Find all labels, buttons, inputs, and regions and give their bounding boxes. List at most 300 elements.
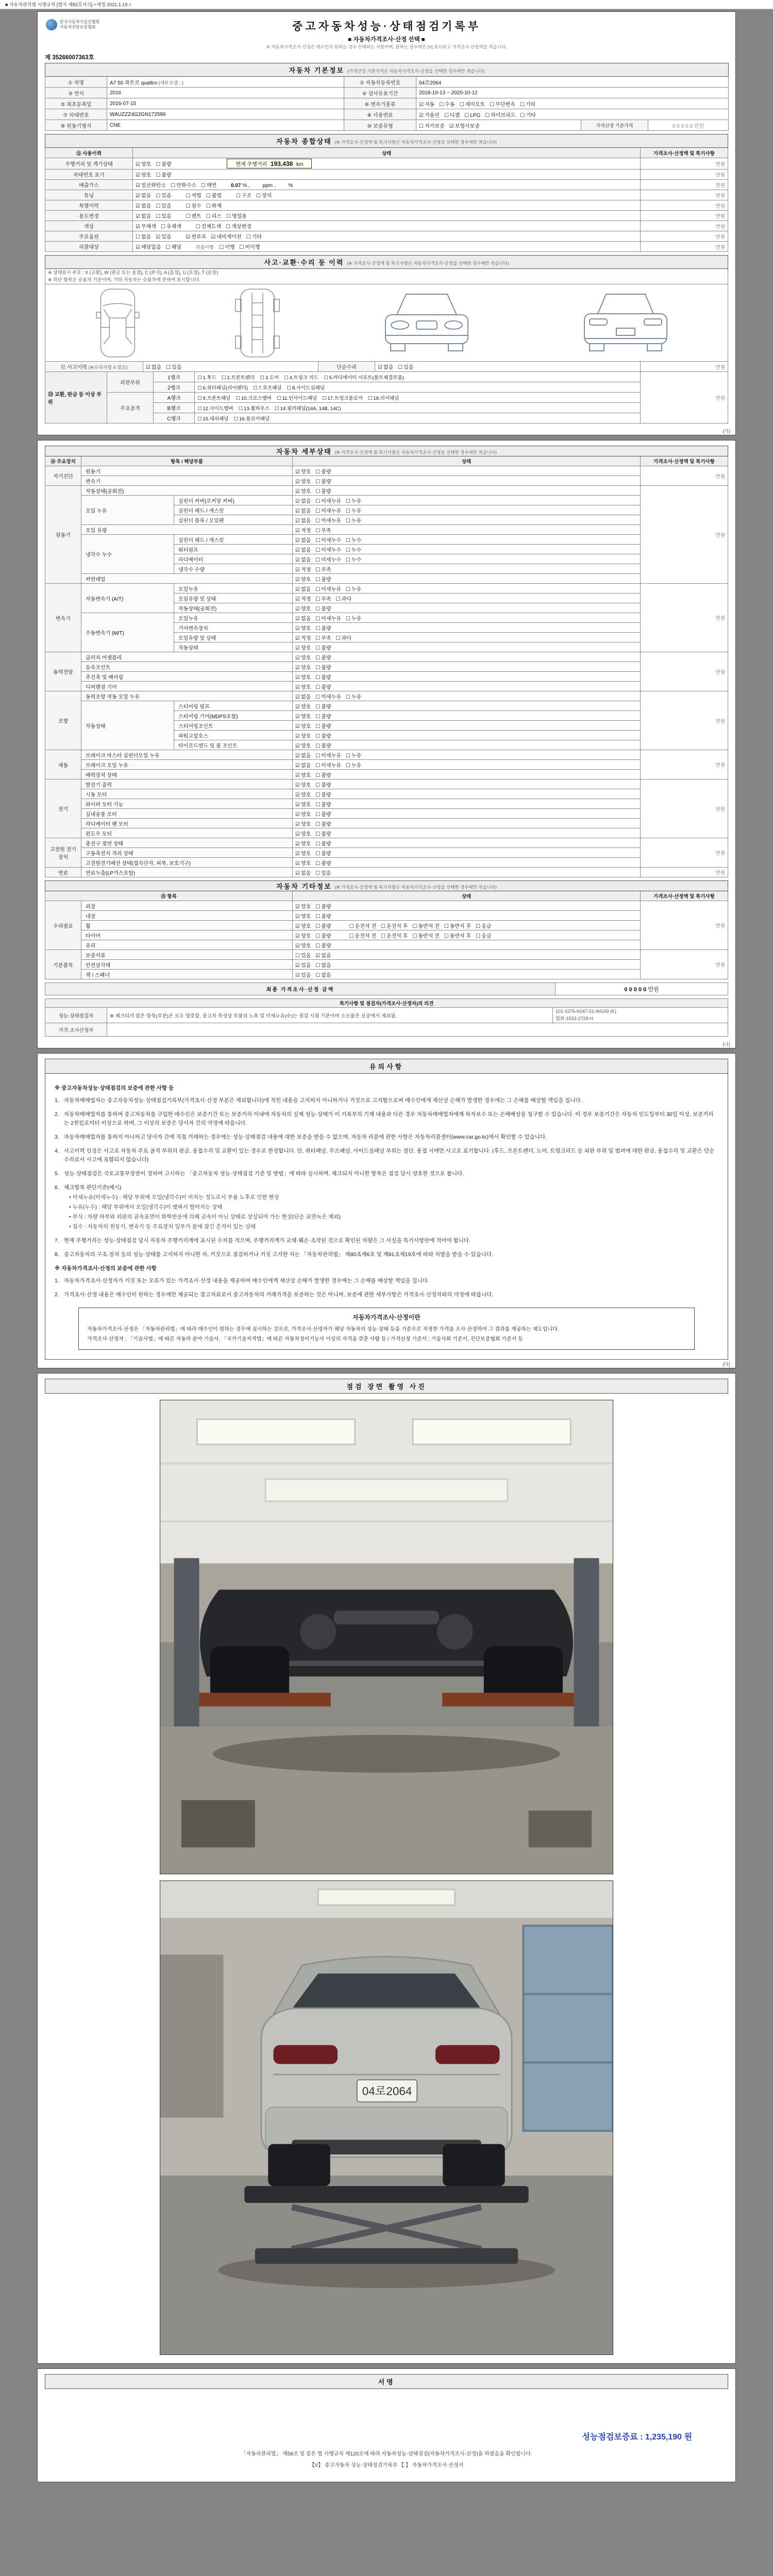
checkbox-option[interactable]: ☑ 양호 (295, 913, 311, 920)
checkbox-option[interactable]: ☐ 있음 (166, 365, 182, 370)
checkbox-option[interactable]: ☑ 없음 (136, 204, 152, 209)
checkbox-option[interactable]: ☐ 동반석 전 (412, 933, 440, 939)
checkbox-option[interactable]: ☑ 양호 (295, 655, 311, 661)
checkbox-option[interactable]: ☑ 양호 (295, 733, 311, 739)
checked-box-icon: ☑ (419, 101, 424, 108)
checkbox-option[interactable]: ☐ 하이브리드 (485, 112, 516, 118)
checkbox-option[interactable]: ☑ 양호 (295, 851, 311, 857)
checkbox-option[interactable]: ☐ 불량 (315, 913, 331, 920)
signature-area[interactable] (45, 2389, 728, 2415)
special-kind-checks (186, 204, 226, 209)
empty-box-icon: ☐ (315, 596, 321, 602)
checkbox-option[interactable]: ☐ 누유 (345, 586, 362, 592)
checkbox-option[interactable]: ☐ 미세누유 (315, 518, 341, 524)
checkbox-option[interactable]: ☑ 양호 (295, 606, 311, 612)
checkbox-option[interactable]: ☐ 영업용 (226, 214, 247, 219)
checkbox-option[interactable]: ☑ 적정 (295, 528, 311, 534)
device-row (45, 584, 728, 594)
checkbox-option[interactable]: ☑ 없음 (295, 498, 311, 504)
field-label: ⑩ 보증유형 (344, 120, 416, 131)
checkbox-option[interactable]: ☐ 리스 (206, 214, 222, 219)
checkbox-option[interactable]: ☐ 화재 (206, 204, 222, 209)
checkbox-option[interactable]: ☐ 불량 (315, 841, 331, 847)
checkbox-option[interactable]: ☐ 불량 (315, 802, 331, 808)
checkbox-option[interactable]: ☑ 보험사보증 (449, 123, 480, 129)
note-subitem: • 미세누유(미세누수) : 해당 부위에 오일(냉각수)이 비치는 정도로서 부품 노후로 인한 현상 (69, 1194, 279, 1200)
empty-box-icon: ☐ (315, 488, 321, 495)
issuer-logo-icon (46, 19, 57, 30)
device-part: 파워고압호스 (174, 731, 293, 740)
checkbox-option[interactable]: ☑ 해당없음 (136, 245, 161, 250)
checkbox-option[interactable]: ☑ 없음 (295, 537, 311, 544)
checkbox-option[interactable]: ☐ 누유 (345, 616, 362, 622)
device-state (293, 819, 641, 828)
device-state (293, 525, 641, 535)
device-item: 유리 (81, 940, 293, 950)
checked-box-icon: ☑ (136, 214, 140, 219)
device-part: 실린더 헤드 / 개스킷 (174, 505, 293, 515)
checkbox-option[interactable]: ☐ 과다 (335, 635, 351, 641)
empty-box-icon: ☐ (459, 101, 464, 108)
checkbox-option[interactable]: ☑ 양호 (295, 479, 311, 485)
checkbox-option[interactable]: ☐ 불량 (156, 162, 172, 167)
checkbox-option[interactable]: ☐ 운전석 전 (349, 933, 376, 939)
checked-box-icon: ☑ (295, 567, 300, 573)
checkbox-option[interactable]: ☑ 없음 (295, 870, 311, 876)
checked-box-icon: ☑ (378, 365, 382, 370)
checkbox-option[interactable]: ☐ 운전석 전 (349, 923, 376, 929)
checkbox-option[interactable]: ☑ 양호 (295, 802, 311, 808)
empty-box-icon: ☐ (345, 508, 350, 514)
checkbox-option[interactable]: ☐ 무단변속 (490, 101, 515, 108)
price-definition-title: 자동차가격조사·산정이란 (352, 1314, 421, 1321)
checked-box-icon: ☑ (295, 811, 300, 818)
checkbox-option[interactable]: ☐ 미이행 (239, 245, 260, 250)
device-item: 휠 (81, 921, 293, 930)
empty-box-icon: ☐ (315, 606, 321, 612)
checkbox-option[interactable]: ☐ 불량 (315, 606, 331, 612)
checkbox-option[interactable]: ☑ 있음 (295, 962, 311, 969)
price-cell: 만원 (640, 466, 728, 486)
etc-info-table (45, 880, 728, 979)
device-row (45, 838, 728, 848)
device-category: 동력전달 (45, 652, 81, 691)
inspector-codes: 101-0376-K047-51-WG49 (K) 협회-1533-2729-H (552, 1008, 728, 1023)
checkbox-option[interactable]: ☐ 있음 (156, 204, 172, 209)
device-category: 원동기 (45, 486, 81, 584)
checkbox-option[interactable]: ☑ 없음 (295, 547, 311, 553)
checkbox-option[interactable]: ☐ 불량 (315, 488, 331, 495)
checkbox-option[interactable]: ☐ 불량 (315, 933, 331, 939)
device-item: 실내송풍 모터 (81, 809, 293, 819)
device-state (293, 930, 641, 940)
checked-box-icon: ☑ (295, 577, 300, 583)
checkbox-option[interactable]: ☐ 불량 (315, 851, 331, 857)
device-part: 스티어링 기어(MDPS포함) (174, 711, 293, 721)
checkbox-option[interactable]: ☐ 운전석 후 (380, 933, 408, 939)
checkbox-option[interactable]: ☐ 디젤 (444, 112, 460, 118)
checkbox-option[interactable]: ☐ 있음 (398, 365, 414, 370)
price-definition-box: 자동차가격조사·산정이란 자동차가격조사·산정은 「자동차관리법」에 따라 매수인이 원하는 경우에 실시하는 것으로, 가격조사·산정자가 해당 자동차의 성능·상태 등을 기준으로 적정한 가격을 조사·산정하여 그 결과를 제공하는 제도입니다. 가격조사·산정자 : 「기술사법」에 따른 자동차 분야 기술사, 「국가기술자격법」에 따른 자동차정비기능사 이상의 자격을 갖춘 사람 등 / 가격산정 기준서 : 기술사회 기준서, 진단보증협회 기준서 등 (78, 1308, 695, 1350)
checkbox-option[interactable]: ☑ 없음 (315, 953, 331, 959)
panel-row-rank2: 2랭크 ☐ 6.쿼터패널(리어펜더) ☐ 7.루프패널 ☐ 8.사이드실패널 (45, 382, 728, 393)
checkbox-option[interactable]: ☐ 동반석 후 (444, 933, 472, 939)
first-registration-value: 2016-07-15 (107, 98, 344, 109)
checkbox-option[interactable]: ☐ 장치 (256, 193, 272, 199)
checkbox-option[interactable]: ☑ 없음 (295, 557, 311, 563)
panel-row-rankC: C랭크 ☐ 15.대쉬패널 ☐ 16.플로어패널 (45, 413, 728, 423)
car-front-view-diagram (373, 287, 481, 359)
device-state (293, 486, 641, 496)
overall-title: 자동차 종합상태 (※ 가격조사·산정액 및 특기사항은 자동차가격조사·산정을 선택한 경우에만 적습니다) (45, 134, 728, 148)
checkbox-option[interactable]: ☑ 양호 (295, 743, 311, 749)
empty-box-icon: ☐ (315, 714, 321, 720)
checkbox-option[interactable]: ☐ 없음 (315, 962, 331, 969)
checkbox-option[interactable]: ☑ 네비게이션 (211, 234, 242, 240)
device-row (45, 950, 728, 960)
checkbox-option[interactable]: ☐ 미세누유 (315, 586, 341, 592)
device-item: 내장 (81, 911, 293, 921)
empty-box-icon: ☐ (519, 101, 525, 108)
checkbox-option[interactable]: ☑ 양호 (295, 684, 311, 690)
color-change-checks (196, 224, 256, 230)
checkbox-option[interactable]: ☑ 양호 (295, 933, 311, 939)
device-row (45, 911, 728, 921)
photos-title: 점검 장면 촬영 사진 (45, 1379, 728, 1394)
checkbox-option[interactable]: ☐ 불량 (315, 723, 331, 730)
checkbox-option[interactable]: ☑ 양호 (295, 723, 311, 730)
checkbox-option[interactable]: ☐ 운전석 후 (380, 923, 408, 929)
checkbox-option[interactable]: ☑ 양호 (295, 714, 311, 720)
empty-box-icon: ☐ (315, 841, 321, 847)
checkbox-option[interactable]: ☑ 양호 (295, 923, 311, 929)
checkbox-option[interactable]: ☑ 무채색 (136, 224, 156, 230)
checkbox-option[interactable]: ☐ 전체도색 (195, 224, 222, 230)
checkbox-option[interactable]: ☐ 누수 (345, 547, 362, 553)
note-item: 4. 사고이력 인정은 사고로 자동차 주요 골격 부위의 판금, 용접수리 및 교환이 있는 경우로 한정합니다. 단, 쿼터패널, 루프패널, 사이드실패널 부위는 절단, 용접 시에만 사고로 표기합니다. (후드, 프론트펜더, 도어, 트렁크리드 등 외판 부위 및 범퍼에 대한 판금, 용접수리 및 교환은 단순수리로서 사고에 포함되지 않습니다) (55, 1148, 715, 1163)
signature-statement-2: 【V】 중고자동차 성능·상태점검기록부 【 】 자동차가격조사·산정서 (309, 2463, 464, 2469)
device-row (45, 486, 728, 496)
empty-box-icon: ☐ (166, 365, 171, 370)
checkbox-option[interactable]: ☐ 불량 (315, 684, 331, 690)
checkbox-option[interactable]: ☐ 불량 (315, 625, 331, 632)
checkbox-option[interactable]: ☐ 적법 (186, 193, 201, 199)
empty-box-icon: ☐ (239, 245, 244, 250)
checkbox-option[interactable]: ☐ 불량 (315, 831, 331, 837)
checkbox-option[interactable]: ☑ 없음 (295, 753, 311, 759)
checkbox-option[interactable]: ☐ 없음 (315, 972, 331, 978)
checkbox-option[interactable]: ☐ 불량 (315, 655, 331, 661)
panel-row-rankA: 주요골격 A랭크 ☐ 9.프론트패널 ☐ 10.크로스멤버 ☐ 11.인사이드패널 ☐ 17.트렁크플로어 ☐ 18.리어패널 (45, 393, 728, 403)
checkbox-option[interactable]: ☐ 침수 (186, 204, 201, 209)
device-row (45, 466, 728, 476)
device-item: 수동변속기 (M/T) (81, 613, 174, 652)
checkbox-option[interactable]: ☐ 불량 (156, 173, 172, 178)
checkbox-option[interactable]: ☐ 부족 (315, 596, 331, 602)
price-select-bar: ■ 자동차가격조사·산정 선택 ■ (348, 37, 425, 43)
detail-title: 자동차 세부상태 (※ 가격조사·산정액 및 특기사항은 자동차가격조사·산정을 선택한 경우에만 적습니다) (45, 446, 728, 456)
checkbox-option[interactable]: ☐ 응급 (476, 933, 492, 939)
device-row (45, 809, 728, 819)
final-price-value: 0 0 0 0 0 만원 (556, 983, 728, 995)
empty-box-icon: ☐ (315, 851, 321, 857)
checkbox-option[interactable]: ☐ 불량 (315, 821, 331, 827)
note-item: 7. 현재 주행거리는 성능·상태점검 당시 자동차 주행거리계에 표시된 수치를 적으며, 주행거리계가 교체·훼손·조작된 것으로 확인된 차량은 그 사실을 특기사항란에 적어야 합니다. (55, 1238, 470, 1244)
checkbox-option[interactable]: ☑ 양호 (295, 772, 311, 778)
checkbox-option[interactable]: ☐ 있음 (315, 870, 331, 876)
empty-box-icon: ☐ (315, 635, 321, 641)
checkbox-option[interactable]: ☐ 불량 (315, 645, 331, 651)
checkbox-option[interactable]: ☐ 누수 (345, 537, 362, 544)
options-checks (136, 234, 176, 240)
checkbox-option[interactable]: ☑ 없음 (295, 762, 311, 769)
outer-panel-label: 외판부위 (107, 372, 154, 393)
device-part: 기어변속장치 (174, 623, 293, 633)
checkbox-option[interactable]: ☐ 불량 (315, 704, 331, 710)
checkbox-option[interactable]: ☐ 누유 (345, 753, 362, 759)
checkbox-option[interactable]: ☑ 가솔린 (419, 112, 440, 118)
checkbox-option[interactable]: ☐ 렌트 (186, 214, 201, 219)
checkbox-option[interactable]: ☐ 동반석 후 (444, 923, 472, 929)
checkbox-option[interactable]: ☑ 양호 (295, 811, 311, 818)
checkbox-option[interactable]: ☐ 미세누수 (315, 537, 341, 544)
checked-box-icon: ☑ (295, 723, 300, 730)
field-label: ⑥ 변속기종류 (344, 98, 416, 109)
empty-box-icon: ☐ (186, 204, 191, 209)
checkbox-option[interactable]: ☑ 양호 (295, 645, 311, 651)
checkbox-option[interactable]: ☐ 불량 (315, 923, 331, 929)
device-item: 자동변속기 (A/T) (81, 584, 174, 613)
checkbox-option[interactable]: ☐ 미세누유 (315, 508, 341, 514)
field-label: ① 차명 (45, 77, 107, 88)
checkbox-option[interactable]: ☐ 미세누유 (315, 753, 341, 759)
checkbox-option[interactable]: ☐ 불량 (315, 860, 331, 867)
checked-box-icon: ☑ (136, 204, 140, 209)
device-row (45, 921, 728, 930)
device-row (45, 848, 728, 858)
checkbox-option[interactable]: ☐ 있음 (295, 953, 311, 959)
checkbox-option[interactable]: ☐ 누유 (345, 762, 362, 769)
checked-box-icon: ☑ (295, 528, 300, 534)
checkbox-option[interactable]: ☐ 응급 (476, 923, 492, 929)
checkbox-option[interactable]: ☑ 적정 (295, 635, 311, 641)
checkbox-option[interactable]: ☐ 수동 (439, 101, 455, 108)
checkbox-option[interactable]: ☑ 양호 (295, 625, 311, 632)
checkbox-option[interactable]: ☐ 미세누수 (315, 547, 341, 553)
state-code-legend: ※ 상태표시 부호 : X (교환), W (판금 또는 용접), C (부식), A (흠집), U (요철), T (손상) ※ 하단 항목은 승용차 기준이며, 기타 자동차는 승용차에 준하여 표시합니다. (45, 269, 728, 284)
checkbox-option[interactable]: ☐ 불량 (315, 904, 331, 910)
price-cell: 만원 (640, 838, 728, 868)
panel-row-rankB: B랭크 ☐ 12.사이드멤버 ☐ 13.휠하우스 ☐ 14.필러패널(14A, 14B, 14C) (45, 403, 728, 413)
checkbox-option[interactable]: ☐ 미세누수 (315, 557, 341, 563)
checked-box-icon: ☑ (295, 821, 300, 827)
checkbox-option[interactable]: ☑ 양호 (295, 704, 311, 710)
checkbox-option[interactable]: ☐ 탄화수소 (171, 183, 196, 189)
checkbox-option[interactable]: ☑ 양호 (136, 173, 152, 178)
checkbox-option[interactable]: ☐ 미세누유 (315, 616, 341, 622)
note-item: 5. 성능·상태점검은 국토교통부장관이 정하여 고시하는 「중고자동차 성능·상태점검 기준 및 방법」에 따라 실시하며, 체크되지 아니한 항목은 점검 당시 양호한 것으로 봅니다. (55, 1171, 464, 1177)
checkbox-option[interactable]: ☐ 불량 (315, 714, 331, 720)
accident-title: 사고·교환·수리 등 이력 (※ 가격조사·산정액 및 특기사항은 자동차가격조사·산정을 선택한 경우에만 적습니다) (45, 256, 728, 269)
checkbox-option[interactable]: ☑ 없음 (295, 586, 311, 592)
checkbox-option[interactable]: ☑ 없음 (295, 616, 311, 622)
device-state (293, 613, 641, 623)
empty-box-icon: ☐ (256, 193, 261, 199)
checkbox-option[interactable]: ☑ 없음 (136, 214, 152, 219)
checkbox-option[interactable]: ☐ 없음 (136, 234, 152, 240)
checkbox-option[interactable]: ☐ 불량 (315, 782, 331, 788)
checkbox-option[interactable]: ☐ 색상변경 (226, 224, 251, 230)
checkbox-option[interactable]: ☐ 구조 (236, 193, 252, 199)
checkbox-option[interactable]: ☑ 없음 (295, 518, 311, 524)
checkbox-option[interactable]: ☑ 양호 (136, 162, 152, 167)
checkbox-option[interactable]: ☑ 양호 (295, 782, 311, 788)
device-state (293, 950, 641, 960)
device-category: 고전원 전기장치 (45, 838, 81, 868)
empty-box-icon: ☐ (156, 162, 161, 167)
checkbox-option[interactable]: ☐ 불량 (315, 792, 331, 798)
empty-box-icon: ☐ (315, 802, 321, 808)
device-item: 잭 / 스패너 (81, 970, 293, 979)
checkbox-option[interactable]: ☑ 양호 (295, 860, 311, 867)
checkbox-option[interactable]: ☐ 불량 (315, 733, 331, 739)
checkbox-option[interactable]: ☐ 있음 (156, 193, 172, 199)
checkbox-option[interactable]: ☑ 없음 (295, 694, 311, 700)
checkbox-option[interactable]: ☑ 양호 (295, 821, 311, 827)
checkbox-option[interactable]: ☐ 불량 (315, 743, 331, 749)
device-item: 구동축전지 격리 상태 (81, 848, 293, 858)
checkbox-option[interactable]: ☑ 양호 (295, 943, 311, 949)
checkbox-option[interactable]: ☐ 미세누유 (315, 498, 341, 504)
empty-box-icon: ☐ (195, 224, 200, 230)
signature-title: 서명 (45, 2374, 728, 2389)
note-subitem: • 누유(누수) : 해당 부위에서 오일(냉각수)이 맺혀서 떨어지는 상태 (69, 1204, 223, 1210)
empty-box-icon: ☐ (156, 173, 161, 178)
checkbox-option[interactable]: ☑ 양호 (295, 674, 311, 681)
checkbox-option[interactable]: ☐ 불법 (206, 193, 222, 199)
checkbox-option[interactable]: ☐ 부족 (315, 528, 331, 534)
checkbox-option[interactable]: ☑ 양호 (295, 831, 311, 837)
checked-box-icon: ☑ (295, 860, 300, 867)
device-state (293, 731, 641, 740)
empty-box-icon: ☐ (315, 913, 321, 920)
checkbox-option[interactable]: ☑ 양호 (295, 488, 311, 495)
checkbox-option[interactable]: ☑ 양호 (295, 665, 311, 671)
checkbox-option[interactable]: ☑ 적정 (295, 567, 311, 573)
document-header (45, 17, 728, 50)
options-kind-checks (186, 234, 266, 240)
checkbox-option[interactable]: ☑ 없음 (146, 365, 162, 370)
checkbox-option[interactable]: ☐ 부족 (315, 567, 331, 573)
checkbox-option[interactable]: ☐ 있음 (156, 214, 172, 219)
empty-box-icon: ☐ (335, 596, 341, 602)
checkbox-option[interactable]: ☐ 불량 (315, 665, 331, 671)
checkbox-option[interactable]: ☐ 자가보증 (419, 123, 445, 129)
checkbox-option[interactable]: ☑ 썬루프 (186, 234, 207, 240)
checkbox-option[interactable]: ☑ 양호 (295, 792, 311, 798)
checkbox-option[interactable]: ☐ 동반석 전 (412, 923, 440, 929)
checkbox-option[interactable]: ☐ 매연 (200, 183, 217, 189)
checkbox-option[interactable]: ☑ 일산화탄소 (136, 183, 166, 189)
checkbox-option[interactable]: ☐ 불량 (315, 772, 331, 778)
checkbox-option[interactable]: ☐ 유채색 (160, 224, 181, 230)
empty-box-icon: ☐ (315, 528, 321, 534)
final-price-row (45, 983, 728, 995)
checkbox-option[interactable]: ☐ 누유 (345, 694, 362, 700)
checkbox-option[interactable]: ☑ 없음 (136, 193, 152, 199)
checkbox-option[interactable]: ☑ 양호 (295, 904, 311, 910)
checkbox-option[interactable]: ☐ 누유 (345, 498, 362, 504)
checkbox-option[interactable]: ☑ 있음 (156, 234, 172, 240)
checkbox-option[interactable]: ☐ 불량 (315, 469, 331, 475)
underbody-inspection-photo (160, 1400, 613, 1874)
checkbox-option[interactable]: ☑ 없음 (295, 508, 311, 514)
rankC-parts (195, 413, 641, 423)
checkbox-option[interactable]: ☑ 자동 (419, 101, 435, 108)
checkbox-option[interactable]: ☐ 기타 (246, 234, 262, 240)
device-state (293, 711, 641, 721)
device-item: 연료누출(LP가스포함) (81, 868, 293, 877)
empty-box-icon: ☐ (136, 234, 140, 240)
checkbox-option[interactable]: ☐ 불량 (315, 943, 331, 949)
checkbox-option[interactable]: ☐ 기타 (519, 101, 536, 108)
checkbox-option[interactable]: ☐ 불량 (315, 577, 331, 583)
panel-row-rank1: ⑬ 교환, 판금 등 이상 부위 외판부위 1랭크 ☐ 1.후드 ☐ 2.프론트펜더 ☐ 3.도어 ☐ 4.트렁크 리드 ☐ 5.라디에이터 서포트(볼트체결부품) 만원 (45, 372, 728, 382)
checkbox-option[interactable]: ☐ 기타 (520, 112, 536, 118)
empty-box-icon: ☐ (476, 923, 481, 929)
checked-box-icon: ☑ (295, 762, 300, 769)
device-item: 충전구 절연 상태 (81, 838, 293, 848)
row-mileage: 주행거리 및 계기상태 ☑ 양호 ☐ 불량 현재 주행거리 193,438 km 만원 (45, 158, 728, 170)
device-state (293, 779, 641, 789)
empty-box-icon: ☐ (315, 537, 321, 544)
checkbox-option[interactable]: ☑ 적정 (295, 596, 311, 602)
checkbox-option[interactable]: ☑ 양호 (295, 841, 311, 847)
checkbox-option[interactable]: ☐ 세미오토 (459, 101, 485, 108)
empty-box-icon: ☐ (412, 923, 417, 929)
notes-section1-title: ※ 중고자동차성능·상태점검의 보증에 관한 사항 등 (55, 1085, 174, 1091)
checkbox-option[interactable]: ☐ 과다 (335, 596, 351, 602)
device-row (45, 691, 728, 701)
checked-box-icon: ☑ (295, 684, 300, 690)
device-state (293, 799, 641, 809)
empty-box-icon: ☐ (315, 923, 321, 929)
checkbox-option[interactable]: ☐ 누수 (345, 557, 362, 563)
checkbox-option[interactable]: ☐ 불량 (315, 811, 331, 818)
checked-box-icon: ☑ (295, 743, 300, 749)
checkbox-option[interactable]: ☐ LPG (464, 112, 481, 118)
checkbox-option[interactable]: ☑ 없음 (378, 365, 394, 370)
checkbox-option[interactable]: ☑ 있음 (295, 972, 311, 978)
checkbox-option[interactable]: ☐ 누유 (345, 508, 362, 514)
checkbox-option[interactable]: ☐ 불량 (315, 674, 331, 681)
checkbox-option[interactable]: ☐ 부족 (315, 635, 331, 641)
checkbox-option[interactable]: ☐ 이행 (219, 245, 235, 250)
checkbox-option[interactable]: ☐ 해당 (165, 245, 181, 250)
checkbox-option[interactable]: ☑ 양호 (295, 577, 311, 583)
empty-box-icon: ☐ (380, 923, 385, 929)
device-row (45, 672, 728, 682)
device-state (293, 574, 641, 584)
checkbox-option[interactable]: ☐ 누유 (345, 518, 362, 524)
recall-sub-label: 리콜이행 (195, 245, 214, 250)
tuning-legal-checks (186, 193, 226, 199)
empty-box-icon: ☐ (156, 214, 161, 219)
checkbox-option[interactable]: ☐ 미세누유 (315, 694, 341, 700)
checkbox-option[interactable]: ☐ 미세누유 (315, 762, 341, 769)
checkbox-option[interactable]: ☐ 불량 (315, 479, 331, 485)
checkbox-option[interactable]: ☑ 양호 (295, 469, 311, 475)
